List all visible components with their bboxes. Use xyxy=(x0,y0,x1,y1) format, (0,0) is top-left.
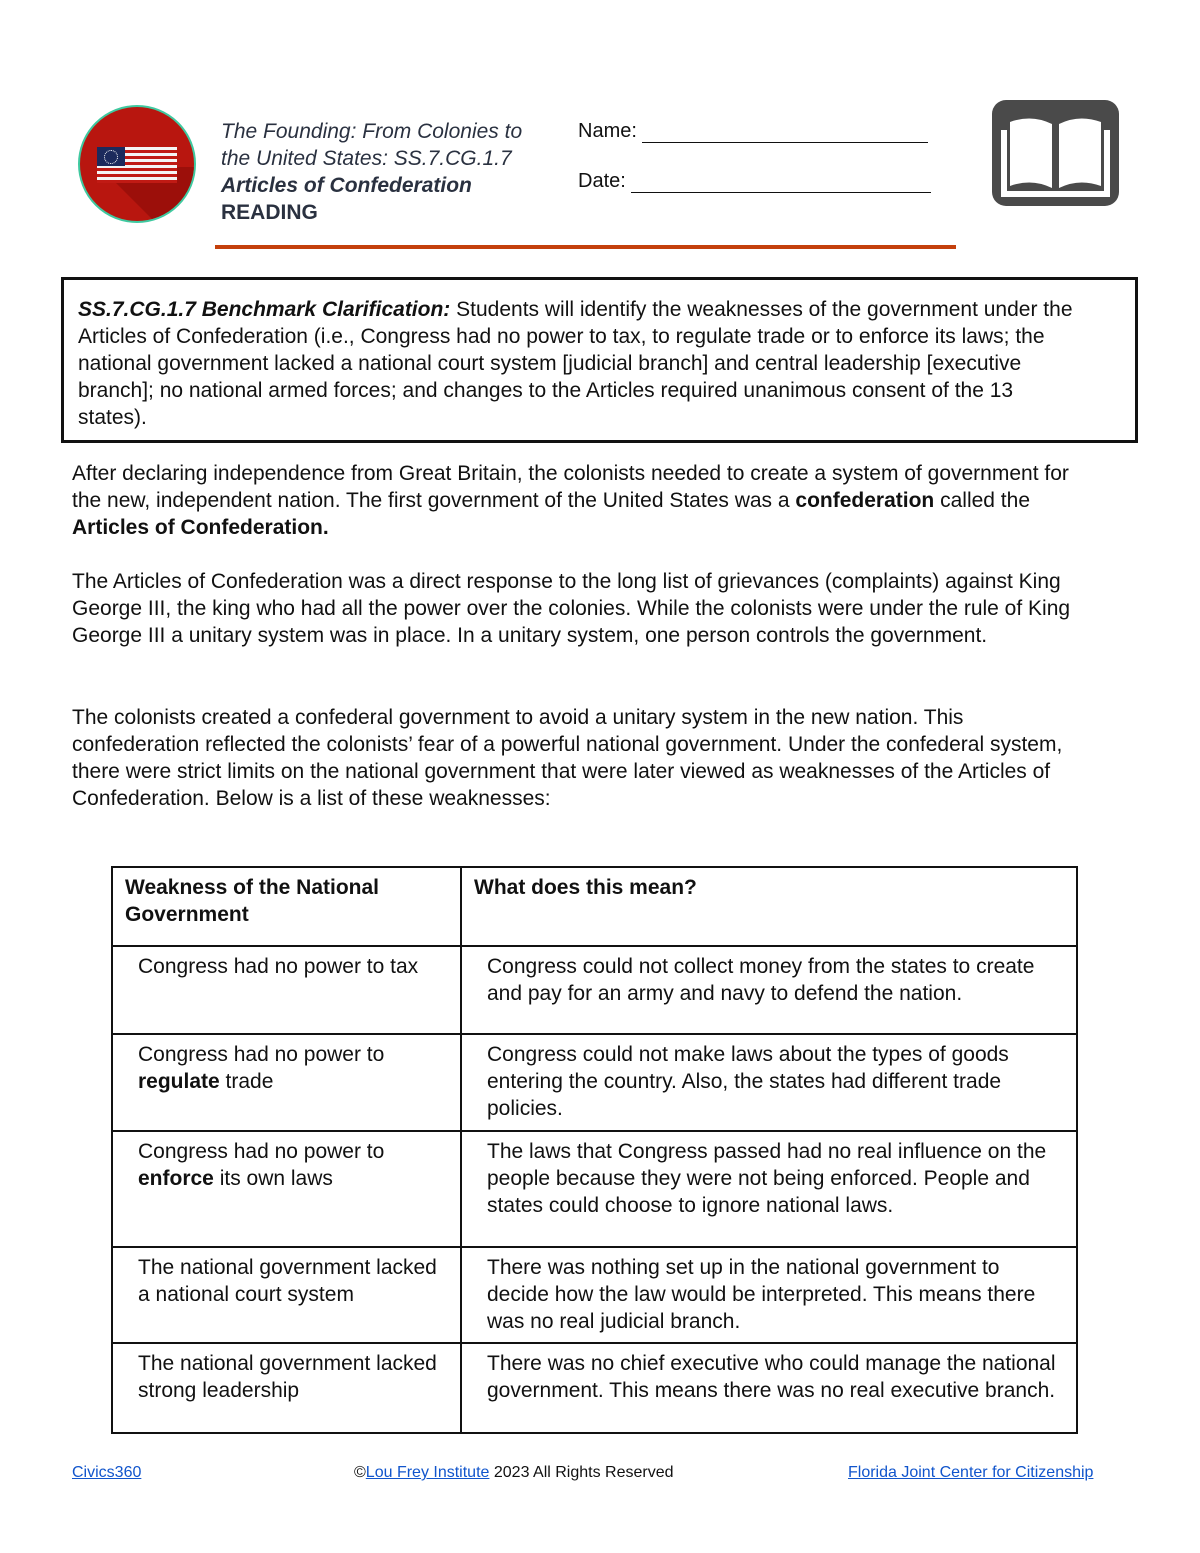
grievances-paragraph: The Articles of Confederation was a direct response to the long list of grievances (complaints) against King George III, the king who had all the power over the colonies. While the colonists were under the rule of King George III a unitary system was in place. In a unitary system, one person controls the government. xyxy=(72,570,1071,647)
weakness-text: The national government lacked strong leadership xyxy=(138,1352,437,1402)
term-articles: Articles of Confederation. xyxy=(72,516,329,539)
flag-logo-icon xyxy=(78,105,196,223)
date-label: Date: xyxy=(578,170,626,192)
weakness-text: trade xyxy=(219,1070,274,1093)
term-confederation: confederation xyxy=(795,489,935,512)
weakness-text: enforce xyxy=(138,1167,214,1190)
table-row xyxy=(112,1343,1077,1433)
confederal-paragraph: The colonists created a confederal government to avoid a unitary system in the new nation. This confederation reflected the colonists’ fear of a powerful national government. Under the confederal system, there were strict limits on the national government that were later viewed as weaknesses of the Articles of Confederation. Below is a list of these weaknesses: xyxy=(72,706,1063,810)
weakness-cell xyxy=(112,1034,461,1131)
column-header: Weakness of the National Government xyxy=(112,867,461,946)
course-title xyxy=(221,118,522,226)
copyright-notice xyxy=(354,1464,674,1482)
table-row xyxy=(112,1131,1077,1247)
weakness-cell xyxy=(112,1131,461,1247)
header-divider xyxy=(215,245,956,249)
benchmark-label: SS.7.CG.1.7 Benchmark Clarification: xyxy=(78,298,451,321)
benchmark-box xyxy=(61,277,1138,443)
meaning-cell: The laws that Congress passed had no real influence on the people because they were not being enforced. People and states could choose to ignore national laws. xyxy=(461,1131,1077,1247)
text: After declaring independence from Great Britain, the colonists needed to create a system of government for the new, independent nation. The first government of the United States was a xyxy=(72,462,1069,512)
weakness-cell xyxy=(112,946,461,1034)
weakness-text: Congress had no power to tax xyxy=(138,955,419,978)
lesson-title: Articles of Confederation xyxy=(221,174,472,197)
intro-paragraph xyxy=(72,460,1082,541)
meaning-cell: Congress could not collect money from the states to create and pay for an army and navy to defend the nation. xyxy=(461,946,1077,1034)
name-field[interactable] xyxy=(578,120,928,143)
meaning-cell: There was nothing set up in the national government to decide how the law would be interpreted. This means there was no real judicial branch. xyxy=(461,1247,1077,1343)
column-header: What does this mean? xyxy=(461,867,1077,946)
meaning-cell: Congress could not make laws about the types of goods entering the country. Also, the states had different trade policies. xyxy=(461,1034,1077,1131)
weakness-cell xyxy=(112,1343,461,1433)
weakness-text: Congress had no power to xyxy=(138,1043,385,1066)
weakness-text: regulate xyxy=(138,1070,220,1093)
weakness-text: its own laws xyxy=(213,1167,333,1190)
table-row xyxy=(112,1034,1077,1131)
weakness-text: The national government lacked a national court system xyxy=(138,1256,437,1306)
table-row xyxy=(112,946,1077,1034)
civics360-link[interactable]: Civics360 xyxy=(72,1464,142,1481)
benchmark-text: Students will identify the weaknesses of the government under the Articles of Confederation (i.e., Congress had no power to tax, to regulate trade or to enforce its laws; the national government lacked a national court system [judicial branch] and central leadership [executive branch]; no national armed forces; and changes to the Articles required unanimous consent of the 13 states). xyxy=(78,298,1073,429)
copyright-symbol: © xyxy=(354,1464,366,1481)
title-line-1: The Founding: From Colonies to xyxy=(221,120,523,143)
date-field[interactable] xyxy=(578,170,931,193)
date-blank[interactable] xyxy=(631,172,931,193)
name-label: Name: xyxy=(578,120,637,142)
meaning-cell: There was no chief executive who could manage the national government. This means there was no real executive branch. xyxy=(461,1343,1077,1433)
open-book-icon xyxy=(992,100,1119,206)
name-blank[interactable] xyxy=(642,122,928,143)
table-header-row xyxy=(112,867,1077,946)
title-line-2: the United States: SS.7.CG.1.7 xyxy=(221,147,512,170)
copyright-text: 2023 All Rights Reserved xyxy=(489,1464,674,1481)
text: called the xyxy=(934,489,1030,512)
fjcc-link[interactable]: Florida Joint Center for Citizenship xyxy=(848,1464,1094,1481)
lou-frey-link[interactable]: Lou Frey Institute xyxy=(365,1464,490,1481)
document-type: READING xyxy=(221,201,318,224)
table-row xyxy=(112,1247,1077,1343)
weaknesses-table xyxy=(111,866,1078,1434)
weakness-text: Congress had no power to xyxy=(138,1140,385,1163)
weakness-cell xyxy=(112,1247,461,1343)
